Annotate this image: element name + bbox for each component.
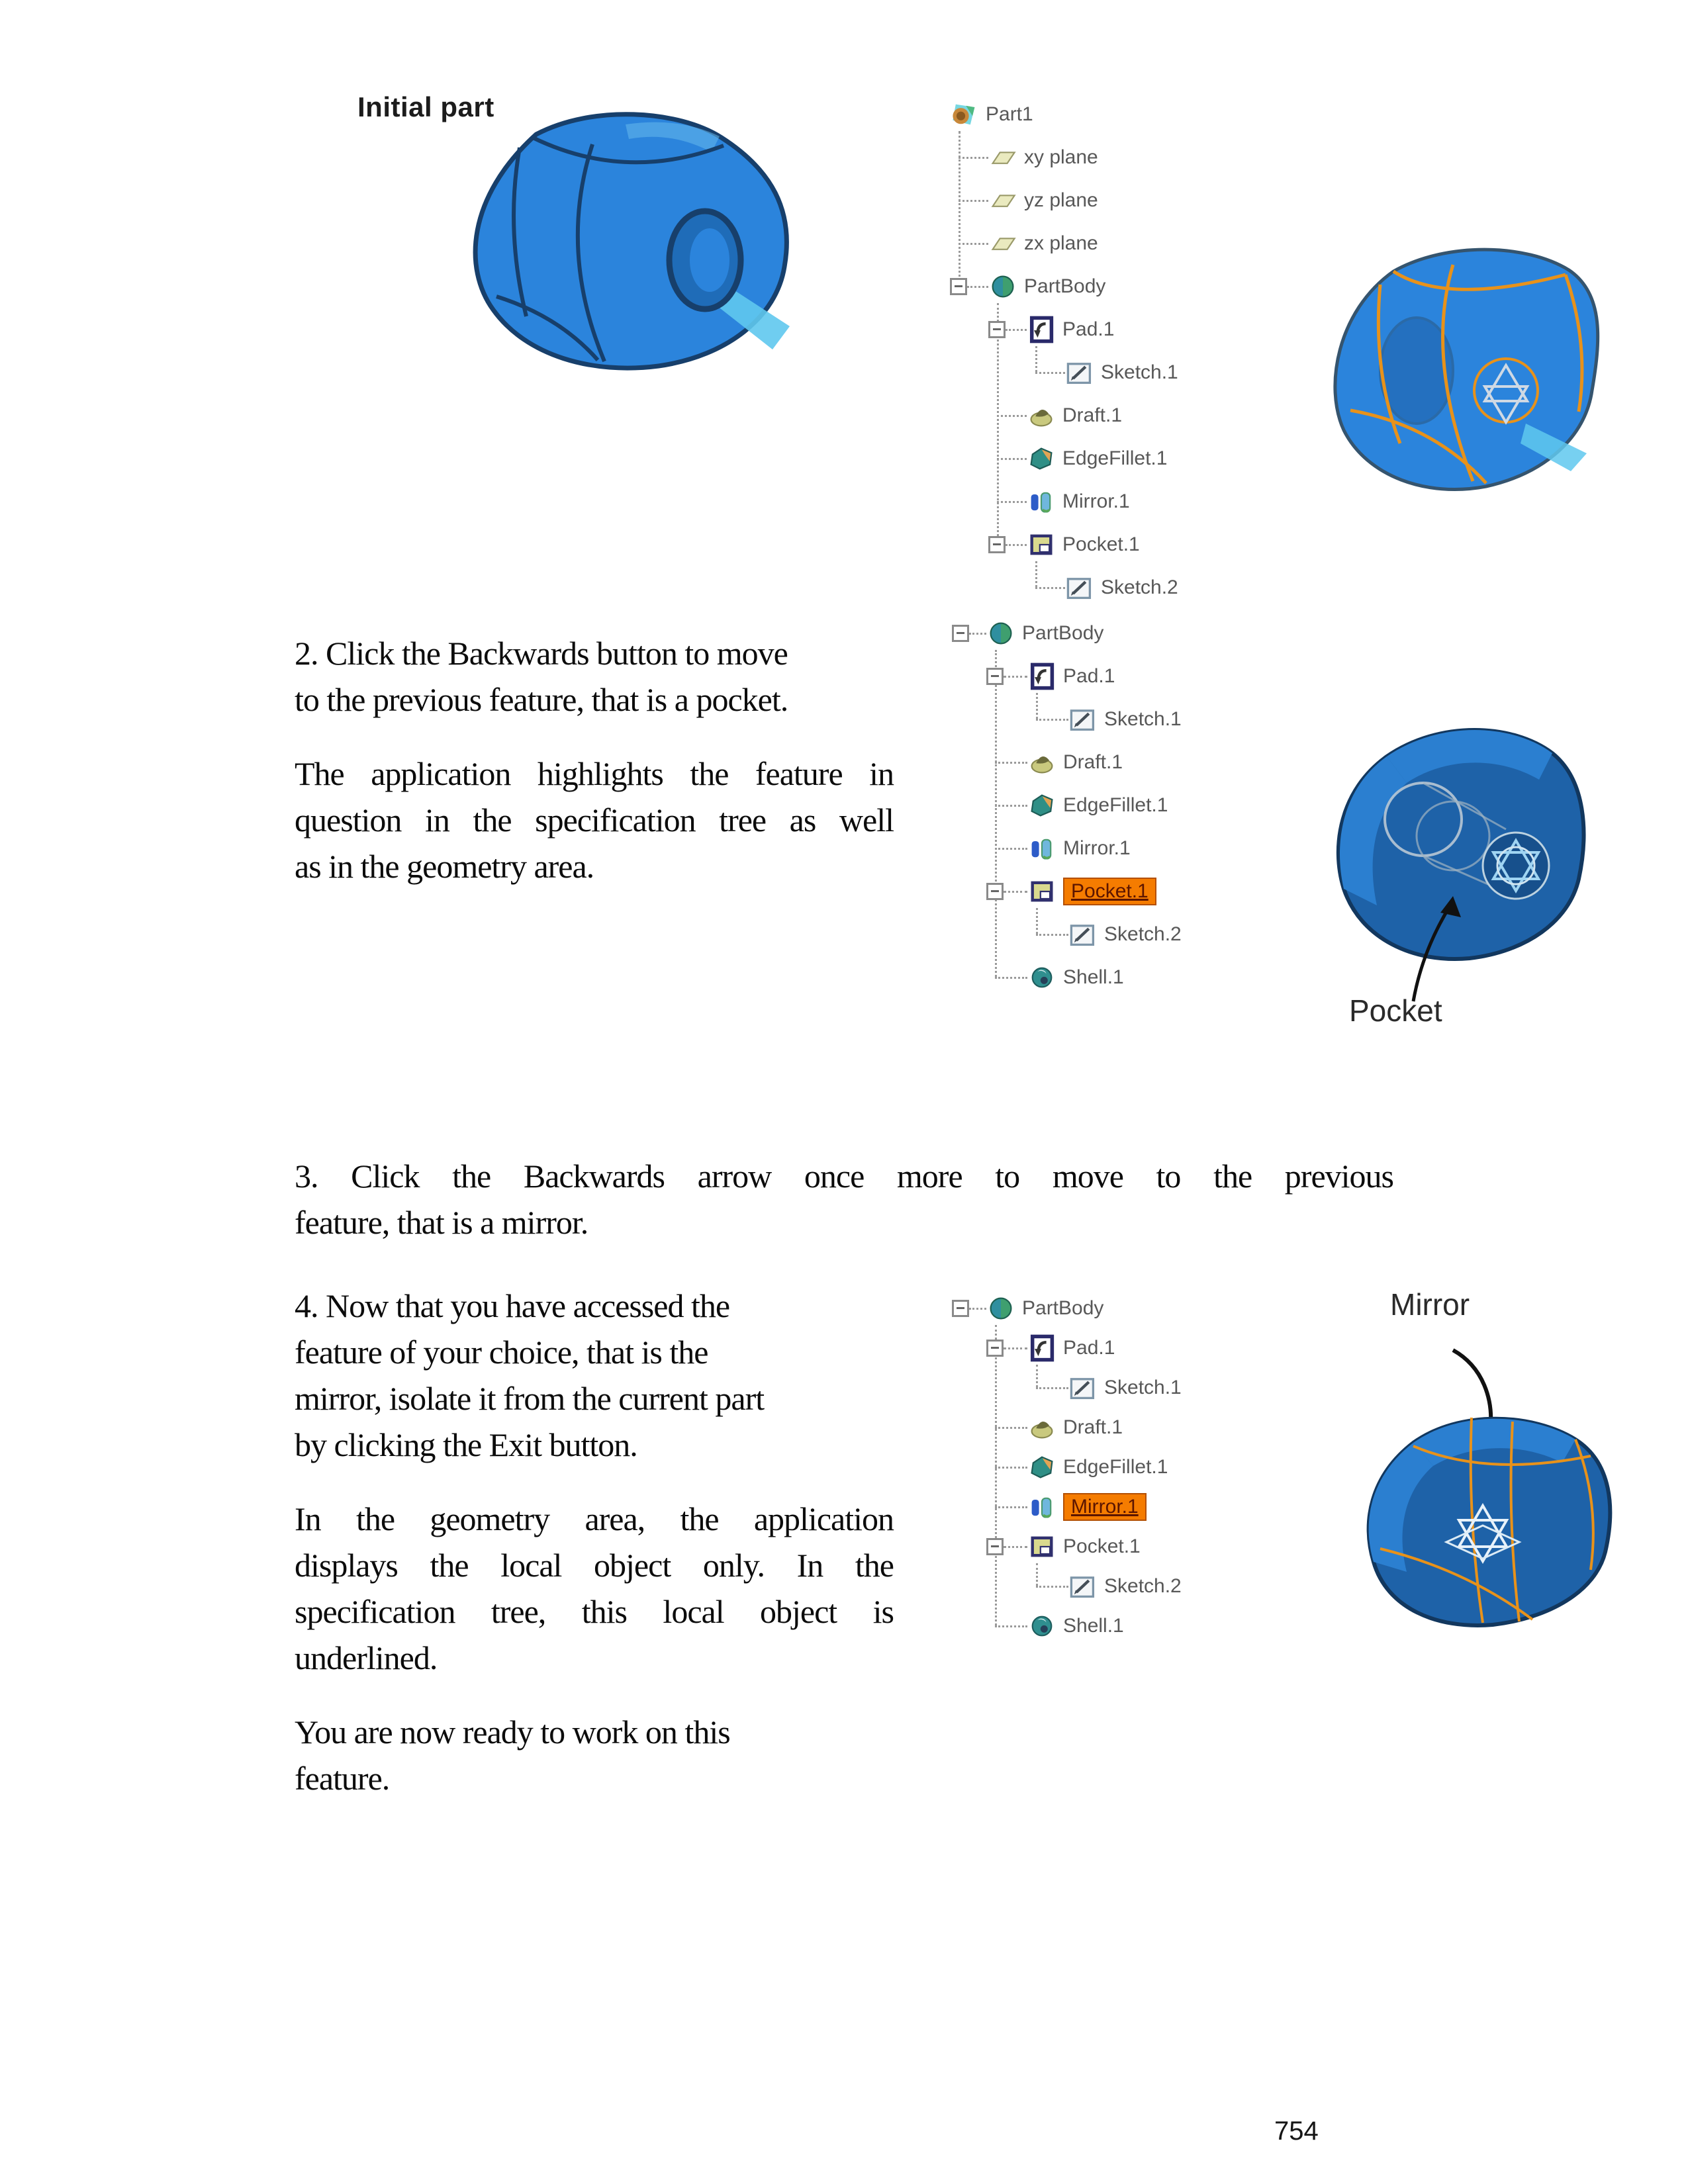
expand-toggle-icon (950, 278, 967, 295)
tree-item-sketch-1 (1027, 704, 1182, 735)
tree-item-label: PartBody (1022, 622, 1104, 644)
shell-icon (1027, 963, 1056, 992)
tree-connector (995, 977, 1027, 979)
expand-toggle-icon (988, 536, 1006, 553)
text-line: underlined. (295, 1639, 438, 1676)
tree-item-partbody (952, 618, 1103, 649)
text-line: mirror, isolate it from the current part (295, 1380, 765, 1417)
tree-item-label: PartBody (1024, 275, 1106, 297)
shell-icon (1027, 1612, 1056, 1641)
tree-connector (995, 1467, 1027, 1469)
tree-item-sketch-1 (1027, 357, 1178, 388)
page-number: 754 (1274, 2116, 1319, 2146)
tree-connector (1036, 1586, 1068, 1588)
text-line: by clicking the Exit button. (295, 1426, 637, 1463)
expand-toggle-icon (986, 1538, 1004, 1555)
tree-item-label: Sketch.1 (1104, 708, 1182, 730)
tree-item-mirror-1 (986, 1492, 1147, 1522)
partbody-icon (986, 1294, 1015, 1323)
tree-item-label: Mirror.1 (1063, 837, 1131, 859)
tree-item-label: Shell.1 (1063, 966, 1124, 988)
text-line: In the geometry area, the application (295, 1500, 894, 1537)
tree-item-zx-plane (950, 228, 1098, 259)
tree-connector (1036, 693, 1038, 719)
tree-item-label: Pad.1 (1063, 1337, 1115, 1359)
step-4-paragraph-1 (295, 1283, 894, 1468)
step-2-paragraph-1 (295, 630, 894, 723)
partbody-icon (988, 272, 1017, 301)
text-line: feature, that is a mirror. (295, 1204, 588, 1241)
tree-item-label: Draft.1 (1063, 1416, 1123, 1438)
mirror-caption: Mirror (1390, 1287, 1470, 1322)
tree-connector (959, 157, 988, 159)
text-line: feature. (295, 1760, 390, 1797)
tree-item-mirror-1 (988, 486, 1130, 517)
expand-toggle-icon (986, 1340, 1004, 1357)
tree-item-pad-1 (988, 314, 1114, 345)
highlighted-part-figure (1288, 225, 1605, 510)
tree-item-draft-1 (988, 400, 1122, 431)
mirror-icon (1027, 487, 1056, 516)
tree-connector (1036, 1387, 1068, 1389)
tree-connector (1036, 1365, 1038, 1387)
step-2-text (295, 630, 894, 917)
pad-icon (1027, 315, 1056, 344)
expand-toggle-icon (986, 883, 1004, 900)
pocket-icon (1027, 877, 1056, 906)
step-4-text (295, 1283, 894, 1829)
tree-connector (1004, 1347, 1027, 1349)
tree-item-label: Draft.1 (1063, 751, 1123, 773)
mirror-part-figure (1314, 1337, 1632, 1707)
tree-item-sketch-2 (1027, 572, 1178, 603)
tree-item-label: Sketch.1 (1104, 1377, 1182, 1398)
tree-item-label: Mirror.1 (1062, 490, 1130, 512)
expand-toggle-icon (952, 1300, 969, 1317)
initial-part-figure (427, 98, 824, 376)
plane-icon (988, 143, 1017, 172)
tree-item-draft-1 (986, 747, 1123, 778)
tree-item-label: Part1 (986, 103, 1033, 125)
sketch-icon (1065, 573, 1094, 602)
edgefillet-icon (1027, 1453, 1056, 1482)
tree-item-label: Mirror.1 (1063, 1493, 1147, 1521)
tree-item-label: Pad.1 (1063, 665, 1115, 687)
tree-connector (1004, 891, 1027, 893)
tree-item-label: Sketch.1 (1101, 361, 1178, 383)
part-icon (950, 100, 979, 129)
tree-item-partbody (950, 271, 1105, 302)
tree-connector (995, 1625, 1027, 1627)
step-4-paragraph-2 (295, 1496, 894, 1681)
step-4-paragraph-3 (295, 1709, 894, 1801)
tree-connector (959, 200, 988, 202)
tree-item-mirror-1 (986, 833, 1131, 864)
tree-connector (997, 415, 1027, 417)
sketch-icon (1068, 1572, 1098, 1601)
text-line: displays the local object only. In the (295, 1547, 894, 1584)
expand-toggle-icon (952, 625, 969, 642)
edgefillet-icon (1027, 791, 1056, 820)
pocket-caption: Pocket (1349, 993, 1442, 1028)
tree-item-label: Draft.1 (1062, 404, 1123, 426)
text-line: 3. Click the Backwards arrow once more to move to the previous (295, 1158, 1393, 1195)
tree-item-pocket-1 (986, 1531, 1141, 1562)
tree-item-yz-plane (950, 185, 1098, 216)
tree-connector (1036, 719, 1068, 721)
tree-item-edgefillet-1 (988, 443, 1167, 474)
tree-item-label: EdgeFillet.1 (1062, 447, 1168, 469)
tree-connector (969, 633, 986, 635)
tree-connector (959, 131, 961, 286)
tree-connector (959, 243, 988, 245)
text-line: to the previous feature, that is a pocket. (295, 681, 788, 718)
tree-connector (1035, 561, 1037, 587)
tree-item-edgefillet-1 (986, 790, 1168, 821)
tree-connector (1036, 934, 1068, 936)
tree-item-xy-plane (950, 142, 1098, 173)
tree-item-label: zx plane (1024, 232, 1098, 254)
tree-connector (995, 805, 1027, 807)
step-3-paragraph (295, 1153, 1393, 1246)
pocket-icon (1027, 1532, 1056, 1561)
tree-item-pocket-1 (988, 529, 1140, 560)
tree-connector (997, 458, 1027, 460)
tree-item-shell-1 (986, 1611, 1124, 1641)
tree-connector (995, 762, 1027, 764)
tree-item-part1 (950, 99, 1033, 130)
text-line: feature of your choice, that is the (295, 1334, 708, 1371)
draft-icon (1027, 748, 1056, 777)
sketch-icon (1065, 358, 1094, 387)
tree-item-label: Pocket.1 (1062, 533, 1140, 555)
pad-icon (1027, 1334, 1056, 1363)
tree-item-label: EdgeFillet.1 (1063, 1456, 1168, 1478)
tree-connector (1006, 329, 1027, 331)
tree-connector (995, 1506, 1027, 1508)
sketch-icon (1068, 920, 1098, 949)
tree-item-draft-1 (986, 1412, 1123, 1443)
tree-item-label: Shell.1 (1063, 1615, 1124, 1637)
text-line: 4. Now that you have accessed the (295, 1287, 730, 1324)
text-line: question in the specification tree as well (295, 801, 894, 839)
tree-item-pad-1 (986, 661, 1115, 692)
tree-item-label: EdgeFillet.1 (1063, 794, 1168, 816)
pad-icon (1027, 662, 1056, 691)
tree-item-label: Pocket.1 (1063, 1535, 1141, 1557)
tree-connector (1006, 544, 1027, 546)
tree-connector (995, 650, 997, 977)
tree-connector (997, 501, 1027, 503)
partbody-icon (986, 619, 1015, 648)
draft-icon (1027, 401, 1056, 430)
text-line: 2. Click the Backwards button to move (295, 635, 788, 672)
plane-icon (988, 229, 1017, 258)
tree-item-label: Sketch.2 (1101, 576, 1178, 598)
tree-item-pocket-1 (986, 876, 1156, 907)
text-line: as in the geometry area. (295, 848, 594, 885)
tree-connector (995, 848, 1027, 850)
tree-connector (997, 303, 999, 544)
tree-item-label: xy plane (1024, 146, 1098, 168)
tree-item-label: PartBody (1022, 1297, 1104, 1319)
text-line: The application highlights the feature in (295, 755, 894, 792)
tree-item-partbody (952, 1293, 1103, 1324)
mirror-icon (1027, 1492, 1056, 1522)
pocket-icon (1027, 530, 1056, 559)
tree-item-edgefillet-1 (986, 1452, 1168, 1482)
edgefillet-icon (1027, 444, 1056, 473)
expand-toggle-icon (988, 321, 1006, 338)
tree-item-label: Sketch.2 (1104, 923, 1182, 945)
sketch-icon (1068, 705, 1098, 734)
tree-item-label: Pad.1 (1062, 318, 1115, 340)
tree-item-pad-1 (986, 1333, 1115, 1363)
tree-connector (967, 286, 988, 288)
tree-item-label: Pocket.1 (1063, 878, 1156, 905)
tree-item-sketch-2 (1027, 1571, 1182, 1602)
tree-connector (995, 1325, 997, 1625)
text-line: specification tree, this local object is (295, 1593, 894, 1630)
pocket-part-figure (1288, 694, 1605, 1005)
tree-connector (1035, 346, 1037, 372)
mirror-icon (1027, 834, 1056, 863)
tree-connector (1004, 676, 1027, 678)
plane-icon (988, 186, 1017, 215)
tree-item-shell-1 (986, 962, 1124, 993)
tree-connector (1004, 1546, 1027, 1548)
tree-item-label: Sketch.2 (1104, 1575, 1182, 1597)
tree-connector (1036, 1563, 1038, 1586)
tree-connector (995, 1427, 1027, 1429)
tree-item-sketch-1 (1027, 1373, 1182, 1403)
draft-icon (1027, 1413, 1056, 1442)
tree-connector (1035, 372, 1065, 374)
tree-connector (969, 1308, 986, 1310)
tree-connector (1036, 908, 1038, 934)
initial-part-label: Initial part (357, 91, 494, 122)
expand-toggle-icon (986, 668, 1004, 685)
step-2-paragraph-2 (295, 751, 894, 889)
tree-item-label: yz plane (1024, 189, 1098, 211)
tree-connector (1035, 587, 1065, 589)
text-line: You are now ready to work on this (295, 1713, 730, 1751)
tree-item-sketch-2 (1027, 919, 1182, 950)
step-3-text (295, 1153, 1393, 1273)
sketch-icon (1068, 1373, 1098, 1402)
